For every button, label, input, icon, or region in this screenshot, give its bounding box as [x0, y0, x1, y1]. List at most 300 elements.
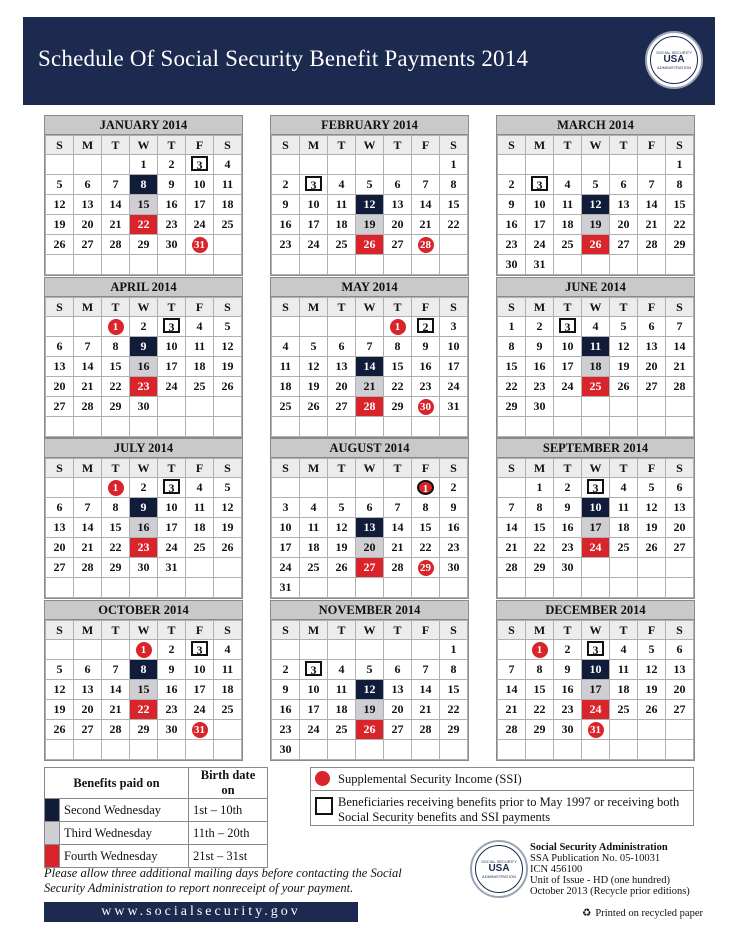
day-cell — [638, 337, 666, 357]
day-number: 21 — [363, 379, 376, 393]
empty-day-cell — [412, 740, 440, 760]
day-number: 28 — [109, 237, 122, 251]
day-number: 25 — [279, 399, 292, 413]
day-cell — [554, 478, 582, 498]
empty-day-cell — [130, 578, 158, 598]
day-number: 31 — [279, 580, 292, 594]
day-cell — [46, 720, 74, 740]
day-number: 3 — [531, 176, 548, 191]
weekday-header: S — [498, 621, 526, 640]
weekday-header: T — [158, 298, 186, 317]
day-cell — [412, 558, 440, 578]
day-cell — [440, 155, 468, 175]
day-number: 30 — [447, 560, 460, 574]
day-number: 11 — [617, 500, 630, 514]
month-day-table — [497, 458, 694, 598]
day-cell — [498, 498, 526, 518]
empty-day-cell — [440, 235, 468, 255]
day-number: 14 — [363, 359, 376, 373]
day-number: 30 — [137, 560, 150, 574]
day-cell — [130, 538, 158, 558]
empty-day-cell — [610, 740, 638, 760]
day-cell — [610, 377, 638, 397]
day-number: 13 — [53, 520, 66, 534]
day-cell — [328, 175, 356, 195]
day-number: 19 — [363, 702, 376, 716]
day-number: 10 — [589, 500, 602, 514]
weekday-header: T — [102, 136, 130, 155]
pub-date: October 2013 (Recycle prior editions) — [530, 886, 690, 897]
pub-number: SSA Publication No. 05-10031 — [530, 853, 661, 864]
day-cell — [610, 680, 638, 700]
weekday-header: S — [46, 136, 74, 155]
day-number: 10 — [561, 339, 574, 353]
day-number: 25 — [221, 702, 234, 716]
weekday-header: T — [554, 459, 582, 478]
day-cell — [356, 377, 384, 397]
day-number: 18 — [193, 520, 206, 534]
weekday-header: S — [666, 621, 694, 640]
empty-day-cell — [214, 720, 242, 740]
day-number: 7 — [422, 662, 429, 676]
day-number: 7 — [366, 339, 373, 353]
day-number: 9 — [508, 197, 515, 211]
empty-day-cell — [158, 740, 186, 760]
weekday-header: M — [300, 136, 328, 155]
day-cell — [440, 377, 468, 397]
empty-day-cell — [158, 578, 186, 598]
day-cell — [582, 660, 610, 680]
empty-day-cell — [328, 317, 356, 337]
day-number: 28 — [391, 560, 404, 574]
seal-center-text: USA — [663, 54, 685, 65]
weekday-header: W — [356, 136, 384, 155]
day-cell — [186, 337, 214, 357]
day-number: 12 — [53, 682, 66, 696]
day-cell — [74, 498, 102, 518]
day-cell — [158, 195, 186, 215]
day-cell — [666, 155, 694, 175]
day-cell — [130, 558, 158, 578]
empty-day-cell — [638, 578, 666, 598]
empty-day-cell — [214, 558, 242, 578]
day-number: 13 — [617, 197, 630, 211]
day-number: 10 — [165, 339, 178, 353]
weekday-header: M — [300, 621, 328, 640]
day-cell — [666, 195, 694, 215]
day-number: 27 — [81, 722, 94, 736]
day-cell — [214, 155, 242, 175]
day-number: 16 — [165, 197, 178, 211]
day-cell — [610, 357, 638, 377]
day-cell — [102, 357, 130, 377]
day-number: 18 — [193, 359, 206, 373]
day-cell — [526, 558, 554, 578]
day-number: 19 — [221, 359, 234, 373]
day-number: 1 — [450, 157, 457, 171]
day-number: 17 — [589, 682, 602, 696]
day-cell — [186, 700, 214, 720]
day-cell — [498, 680, 526, 700]
day-cell — [272, 357, 300, 377]
day-number: 12 — [617, 339, 630, 353]
day-cell — [440, 397, 468, 417]
empty-day-cell — [638, 720, 666, 740]
day-cell — [440, 680, 468, 700]
empty-day-cell — [186, 417, 214, 437]
weekday-header: S — [440, 621, 468, 640]
day-cell — [498, 538, 526, 558]
publication-info — [530, 842, 690, 897]
day-number: 11 — [335, 197, 348, 211]
day-number: 27 — [81, 237, 94, 251]
day-number: 30 — [165, 237, 178, 251]
empty-day-cell — [582, 740, 610, 760]
empty-day-cell — [272, 155, 300, 175]
day-cell — [300, 215, 328, 235]
day-number: 24 — [533, 237, 546, 251]
day-number: 4 — [564, 177, 571, 191]
day-number: 27 — [363, 560, 376, 574]
empty-day-cell — [214, 397, 242, 417]
day-cell — [554, 640, 582, 660]
page-header — [23, 17, 715, 105]
day-cell — [440, 640, 468, 660]
day-number: 13 — [645, 339, 658, 353]
seal-inner — [650, 36, 698, 84]
day-number: 2 — [564, 480, 571, 494]
day-number: 17 — [589, 520, 602, 534]
day-cell — [356, 357, 384, 377]
empty-day-cell — [102, 640, 130, 660]
day-number: 4 — [592, 319, 599, 333]
day-number: 2 — [508, 177, 515, 191]
day-cell — [186, 538, 214, 558]
day-cell — [638, 235, 666, 255]
day-number: 22 — [137, 217, 150, 231]
day-number: 19 — [645, 682, 658, 696]
weekday-header: F — [412, 459, 440, 478]
month-title: JULY 2014 — [45, 439, 242, 458]
day-cell — [412, 317, 440, 337]
empty-day-cell — [300, 640, 328, 660]
day-cell — [666, 640, 694, 660]
empty-day-cell — [300, 740, 328, 760]
weekday-header: S — [666, 298, 694, 317]
day-number: 1 — [390, 319, 406, 335]
empty-day-cell — [412, 640, 440, 660]
day-number: 23 — [279, 237, 292, 251]
month-title: JUNE 2014 — [497, 278, 694, 297]
day-number: 15 — [533, 682, 546, 696]
day-cell — [46, 498, 74, 518]
day-cell — [102, 538, 130, 558]
day-cell — [130, 478, 158, 498]
day-number: 10 — [165, 500, 178, 514]
day-number: 24 — [307, 722, 320, 736]
day-number: 1 — [532, 642, 548, 658]
empty-day-cell — [356, 478, 384, 498]
day-cell — [74, 195, 102, 215]
day-cell — [384, 175, 412, 195]
day-cell — [272, 195, 300, 215]
day-cell — [582, 377, 610, 397]
empty-day-cell — [328, 417, 356, 437]
empty-day-cell — [102, 255, 130, 275]
day-cell — [498, 377, 526, 397]
weekday-header: W — [356, 298, 384, 317]
day-number: 10 — [307, 197, 320, 211]
day-number: 30 — [505, 257, 518, 271]
empty-day-cell — [130, 740, 158, 760]
empty-day-cell — [74, 155, 102, 175]
day-cell — [582, 538, 610, 558]
day-number: 26 — [645, 540, 658, 554]
day-cell — [356, 680, 384, 700]
day-number: 7 — [508, 662, 515, 676]
day-cell — [272, 215, 300, 235]
day-number: 23 — [279, 722, 292, 736]
boxed-legend-row — [310, 791, 694, 826]
legend-birth-fourth: 21st – 31st — [189, 845, 268, 868]
day-cell — [214, 215, 242, 235]
day-cell — [554, 720, 582, 740]
day-cell — [158, 317, 186, 337]
day-cell — [300, 700, 328, 720]
day-number: 4 — [282, 339, 289, 353]
month-day-table — [497, 297, 694, 437]
empty-day-cell — [300, 155, 328, 175]
day-cell — [130, 357, 158, 377]
day-number: 12 — [645, 500, 658, 514]
day-cell — [554, 558, 582, 578]
day-number: 12 — [363, 197, 376, 211]
day-cell — [554, 215, 582, 235]
day-number: 12 — [645, 662, 658, 676]
day-number: 7 — [84, 500, 91, 514]
day-number: 26 — [221, 540, 234, 554]
empty-day-cell — [356, 317, 384, 337]
day-number: 16 — [137, 520, 150, 534]
weekday-header: F — [186, 621, 214, 640]
weekday-header: T — [328, 621, 356, 640]
day-number: 26 — [335, 560, 348, 574]
day-cell — [412, 377, 440, 397]
day-number: 27 — [391, 237, 404, 251]
weekday-header: M — [526, 621, 554, 640]
day-cell — [638, 215, 666, 235]
empty-day-cell — [272, 640, 300, 660]
empty-day-cell — [384, 740, 412, 760]
day-number: 20 — [673, 520, 686, 534]
day-number: 17 — [307, 702, 320, 716]
day-cell — [384, 357, 412, 377]
day-number: 2 — [564, 642, 571, 656]
day-cell — [582, 680, 610, 700]
seal-bottom-text: ADMINISTRATION — [657, 65, 691, 70]
day-cell — [498, 255, 526, 275]
day-cell — [130, 215, 158, 235]
month-calendar — [44, 600, 243, 761]
day-number: 8 — [422, 500, 429, 514]
day-number: 14 — [505, 520, 518, 534]
empty-day-cell — [498, 155, 526, 175]
weekday-header: T — [554, 621, 582, 640]
day-number: 5 — [56, 177, 63, 191]
empty-day-cell — [74, 740, 102, 760]
month-day-table — [45, 458, 242, 598]
day-cell — [272, 700, 300, 720]
legend-header-benefits: Benefits paid on — [45, 768, 189, 799]
day-cell — [74, 660, 102, 680]
day-number: 9 — [536, 339, 543, 353]
day-number: 20 — [363, 540, 376, 554]
day-cell — [412, 357, 440, 377]
day-cell — [526, 720, 554, 740]
month-calendar — [44, 438, 243, 599]
day-number: 25 — [561, 237, 574, 251]
legend-header-birth: Birth date on — [189, 768, 268, 799]
month-day-table — [45, 135, 242, 275]
weekday-header: T — [384, 621, 412, 640]
day-number: 22 — [673, 217, 686, 231]
weekday-header: F — [638, 136, 666, 155]
day-cell — [158, 215, 186, 235]
day-number: 25 — [617, 702, 630, 716]
month-title: MARCH 2014 — [497, 116, 694, 135]
day-number: 11 — [221, 177, 234, 191]
boxed-square-icon — [315, 797, 333, 815]
empty-day-cell — [300, 417, 328, 437]
day-number: 24 — [165, 379, 178, 393]
day-number: 12 — [335, 520, 348, 534]
day-number: 21 — [109, 702, 122, 716]
day-cell — [554, 195, 582, 215]
day-number: 8 — [394, 339, 401, 353]
day-cell — [610, 337, 638, 357]
day-number: 7 — [394, 500, 401, 514]
day-number: 8 — [450, 662, 457, 676]
day-cell — [440, 175, 468, 195]
day-number: 30 — [533, 399, 546, 413]
day-cell — [582, 478, 610, 498]
weekday-header: W — [130, 136, 158, 155]
day-cell — [498, 337, 526, 357]
empty-day-cell — [356, 255, 384, 275]
day-number: 8 — [450, 177, 457, 191]
empty-day-cell — [554, 155, 582, 175]
day-number: 14 — [109, 682, 122, 696]
day-number: 30 — [561, 722, 574, 736]
day-cell — [526, 337, 554, 357]
website-link[interactable]: www.socialsecurity.gov — [44, 902, 358, 922]
day-number: 7 — [84, 339, 91, 353]
day-cell — [610, 498, 638, 518]
day-cell — [102, 720, 130, 740]
day-cell — [46, 538, 74, 558]
day-cell — [102, 478, 130, 498]
empty-day-cell — [158, 255, 186, 275]
day-cell — [610, 215, 638, 235]
day-cell — [384, 337, 412, 357]
day-cell — [526, 640, 554, 660]
empty-day-cell — [186, 558, 214, 578]
day-cell — [582, 357, 610, 377]
weekday-header: T — [554, 136, 582, 155]
day-number: 1 — [450, 642, 457, 656]
boxed-legend-text: Beneficiaries receiving benefits prior to May 1997 or receiving both Social Security benefits and SSI payments — [338, 795, 680, 824]
day-number: 2 — [168, 157, 175, 171]
empty-day-cell — [328, 155, 356, 175]
day-cell — [300, 720, 328, 740]
day-number: 21 — [419, 217, 432, 231]
day-cell — [74, 558, 102, 578]
empty-day-cell — [582, 255, 610, 275]
day-cell — [526, 498, 554, 518]
day-cell — [186, 478, 214, 498]
day-cell — [610, 195, 638, 215]
day-number: 26 — [53, 237, 66, 251]
day-cell — [186, 215, 214, 235]
day-cell — [130, 660, 158, 680]
day-cell — [638, 660, 666, 680]
day-cell — [130, 317, 158, 337]
day-cell — [582, 195, 610, 215]
day-cell — [46, 337, 74, 357]
day-cell — [102, 377, 130, 397]
day-number: 20 — [617, 217, 630, 231]
day-cell — [412, 337, 440, 357]
day-number: 17 — [447, 359, 460, 373]
day-number: 17 — [279, 540, 292, 554]
weekday-header: M — [74, 136, 102, 155]
weekday-header: W — [582, 136, 610, 155]
weekday-header: T — [102, 459, 130, 478]
day-number: 18 — [221, 682, 234, 696]
weekday-header: W — [582, 459, 610, 478]
day-number: 9 — [282, 682, 289, 696]
day-cell — [272, 235, 300, 255]
weekday-header: T — [158, 621, 186, 640]
day-number: 19 — [53, 702, 66, 716]
day-number: 4 — [338, 662, 345, 676]
day-number: 29 — [673, 237, 686, 251]
empty-day-cell — [300, 317, 328, 337]
empty-day-cell — [300, 478, 328, 498]
benefits-legend-table — [44, 767, 268, 868]
weekday-header: W — [130, 621, 158, 640]
day-cell — [130, 397, 158, 417]
day-number: 23 — [419, 379, 432, 393]
day-cell — [384, 700, 412, 720]
day-cell — [412, 518, 440, 538]
day-number: 7 — [422, 177, 429, 191]
day-cell — [440, 195, 468, 215]
day-number: 15 — [533, 520, 546, 534]
day-cell — [526, 377, 554, 397]
day-cell — [328, 518, 356, 538]
legend-label-third: Third Wednesday — [60, 822, 189, 845]
day-cell — [384, 397, 412, 417]
day-number: 6 — [56, 500, 63, 514]
day-number: 3 — [163, 479, 180, 494]
day-number: 8 — [112, 339, 119, 353]
empty-day-cell — [74, 417, 102, 437]
weekday-header: F — [186, 459, 214, 478]
day-cell — [498, 660, 526, 680]
day-cell — [666, 538, 694, 558]
ssa-seal-icon — [645, 31, 703, 89]
